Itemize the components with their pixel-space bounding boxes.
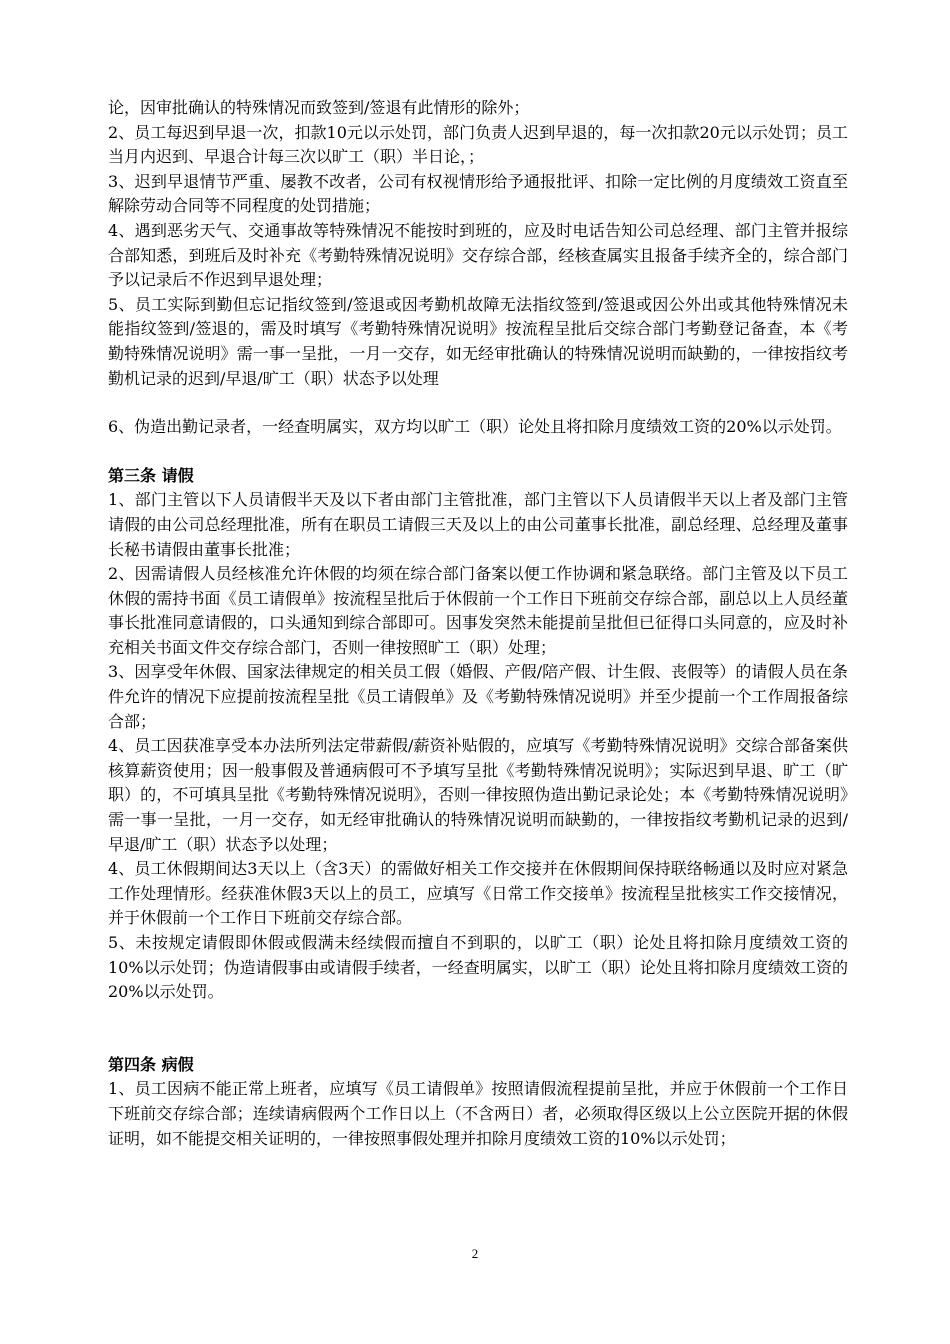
- spacer: [108, 440, 848, 464]
- paragraph-statutory-leave: 3、因享受年休假、国家法律规定的相关员工假（婚假、产假/陪产假、计生假、丧假等）的请假人员在条件允许的情况下应提前按流程呈批《员工请假单》及《考勤特殊情况说明》并至少提前一个工作周报备综合部；: [108, 662, 848, 731]
- section-heading-sick-leave: 第四条 病假: [108, 1054, 194, 1074]
- paragraph-handover: 4、员工休假期间达3天以上（含3天）的需做好相关工作交接并在休假期间保持联络畅通以及时应对紧急工作处理情形。经获准休假3天以上的员工，应填写《日常工作交接单》按流程呈批核实工作交接情况，并于休假前一个工作日下班前交存综合部。: [108, 859, 848, 928]
- document-body: [108, 96, 848, 1151]
- paragraph-section2-tail: 论，因审批确认的特殊情况而致签到/签退有此情形的除外；: [108, 98, 530, 117]
- page-number: 2: [471, 1246, 479, 1261]
- paragraph-leave-approval: 1、部门主管以下人员请假半天及以下者由部门主管批准，部门主管以下人员请假半天以上者及部门主管请假的由公司总经理批准，所有在职员工请假三天及以上的由公司董事长批准，副总经理、总经理及董事长秘书请假由董事长批准；: [108, 490, 848, 559]
- paragraph-forged-record: 6、伪造出勤记录者，一经查明属实，双方均以旷工（职）论处且将扣除月度绩效工资的20%以示处罚。: [108, 417, 842, 437]
- paragraph-unauthorized-absence: 5、未按规定请假即休假或假满未经续假而擅自不到职的，以旷工（职）论处且将扣除月度绩效工资的10%以示处罚；伪造请假事由或请假手续者，一经查明属实，以旷工（职）论处且将扣除月度绩效工资的20%以示处罚。: [108, 933, 848, 1002]
- paragraph-forgot-fingerprint: 5、员工实际到勤但忘记指纹签到/签退或因考勤机故障无法指纹签到/签退或因公外出或其他特殊情况未能指纹签到/签退的，需及时填写《考勤特殊情况说明》按流程呈批后交综合部门考勤登记备查，本《考勤特殊情况说明》需一事一呈批，一月一交存，如无经审批确认的特殊情况说明而缺勤的，一律按指纹考勤机记录的迟到/早退/旷工（职）状态予以处理: [108, 294, 848, 388]
- spacer: [108, 391, 848, 415]
- paragraph-late-penalty: 2、员工每迟到早退一次，扣款10元以示处罚，部门负责人迟到早退的，每一次扣款20元以示处罚；员工当月内迟到、早退合计每三次以旷工（职）半日论，；: [108, 122, 848, 167]
- section-heading-leave: 第三条 请假: [108, 465, 194, 485]
- paragraph-paid-leave: 4、员工因获准享受本办法所列法定带薪假/薪资补贴假的，应填写《考勤特殊情况说明》交综合部备案供核算薪资使用；因一般事假及普通病假可不予填写呈批《考勤特殊情况说明》；实际迟到早退、旷工（旷职）的，不可填具呈批《考勤特殊情况说明》，否则一律按照伪造出勤记录论处；本《考勤特殊情况说明》需一事一呈批，一月一交存，如无经审批确认的特殊情况说明而缺勤的，一律按指纹考勤机记录的迟到/早退/旷工（职）状态予以处理；: [108, 736, 848, 854]
- paragraph-sick-leave: 1、员工因病不能正常上班者，应填写《员工请假单》按照请假流程提前呈批，并应于休假前一个工作日下班前交存综合部；连续请病假两个工作日以上（不含两日）者，必须取得区级以上公立医院开据的休假证明，如不能提交相关证明的，一律按照事假处理并扣除月度绩效工资的10%以示处罚；: [108, 1079, 848, 1148]
- paragraph-special-circumstances: 4、遇到恶劣天气、交通事故等特殊情况不能按时到班的，应及时电话告知公司总经理、部门主管并报综合部知悉，到班后及时补充《考勤特殊情况说明》交存综合部，经核查属实且报备手续齐全的，综合部门予以记录后不作迟到早退处理；: [108, 220, 848, 290]
- paragraph-repeat-offense: 3、迟到早退情节严重、屡教不改者，公司有权视情形给予通报批评、扣除一定比例的月度绩效工资直至解除劳动合同等不同程度的处罚措施；: [108, 171, 848, 216]
- paragraph-leave-filing: 2、因需请假人员经核准允许休假的均须在综合部门备案以便工作协调和紧急联络。部门主管及以下员工休假的需持书面《员工请假单》按流程呈批后于休假前一个工作日下班前交存综合部，副总以上人员经董事长批准同意请假的，口头通知到综合部即可。因事发突然未能提前呈批但已征得口头同意的，应及时补充相关书面文件交存综合部门，否则一律按照旷工（职）处理；: [108, 564, 848, 657]
- spacer: [108, 1005, 848, 1053]
